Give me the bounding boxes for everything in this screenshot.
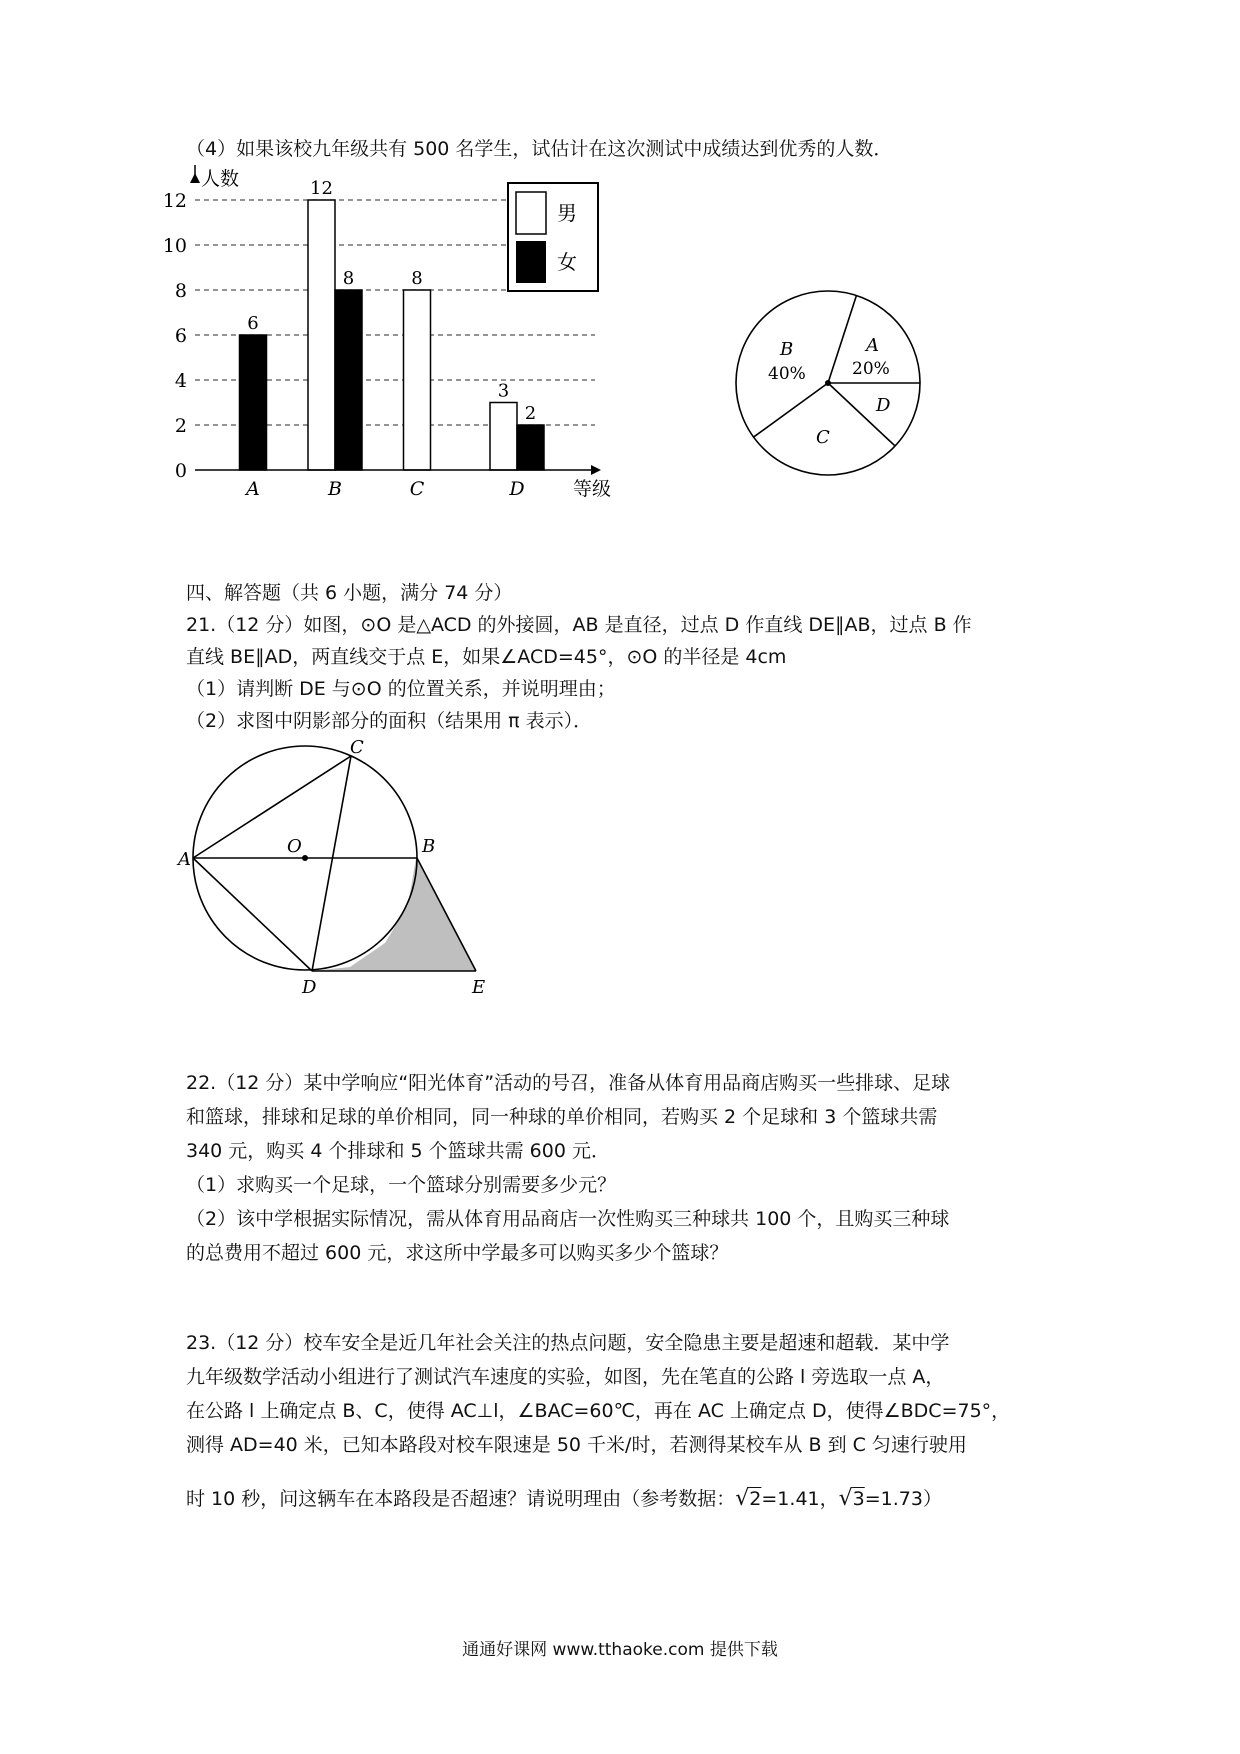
pie-center (825, 380, 831, 386)
y-axis-arrow (190, 173, 200, 183)
y-tick-label: 6 (174, 325, 187, 347)
segment-ad (193, 858, 312, 971)
bar-b-male (308, 200, 335, 470)
legend-label-male: 男 (557, 201, 577, 225)
label-e: E (472, 977, 486, 998)
y-tick-label: 8 (174, 280, 187, 302)
q22-line3: 340 元，购买 4 个排球和 5 个篮球共需 600 元． (186, 1140, 610, 1162)
q23-line4: 测得 AD=40 米，已知本路段对校车限速是 50 千米/时，若测得某校车从 B 到 C 匀速行驶用 (186, 1434, 967, 1456)
footer-credit: 通通好课网 www.tthaoke.com 提供下载 (462, 1640, 778, 1660)
y-tick-label: 0 (174, 460, 187, 482)
q21-figure (178, 737, 500, 998)
legend-swatch-female (516, 241, 546, 283)
q23-line2: 九年级数学活动小组进行了测试汽车速度的实验，如图，先在笔直的公路 l 旁选取一点 A， (186, 1366, 945, 1388)
segment-ac (193, 756, 351, 858)
q22-line2: 和篮球，排球和足球的单价相同，同一种球的单价相同，若购买 2 个足球和 3 个篮球共需 (186, 1106, 938, 1128)
bar-d-male (490, 403, 517, 471)
x-tick-label: C (409, 478, 425, 500)
y-tick-label: 12 (162, 190, 187, 212)
bar-c-male (404, 290, 431, 470)
q21-line1: 21.（12 分）如图，⊙O 是△ACD 的外接圆，AB 是直径，过点 D 作直线 DE∥AB，过点 B 作 (186, 614, 972, 636)
pie-chart (728, 283, 928, 483)
bar-a-female (240, 335, 267, 470)
shaded-region (312, 858, 476, 971)
x-axis-label: 等级 (573, 478, 612, 500)
bar-b-female (335, 290, 362, 470)
ref-value-1: =1.41， (761, 1488, 839, 1510)
q23-line5-text: 时 10 秒，问这辆车在本路段是否超速？请说明理由（参考数据： (186, 1488, 736, 1510)
pie-percent-b: 40% (768, 364, 806, 384)
label-b: B (422, 836, 436, 857)
x-tick-label: D (509, 478, 525, 500)
bar-d-female (517, 425, 544, 470)
ref-value-2: =1.73） (864, 1488, 942, 1510)
label-c: C (350, 737, 364, 758)
q20-part4: （4）如果该校九年级共有 500 名学生，试估计在这次测试中成绩达到优秀的人数． (186, 138, 893, 160)
data-label: 3 (497, 380, 510, 402)
pie-label-d: D (876, 395, 891, 416)
q22-part2: （2）该中学根据实际情况，需从体育用品商店一次性购买三种球共 100 个，且购买三种球 (186, 1208, 950, 1230)
bar-chart (162, 165, 625, 505)
data-label: 8 (342, 268, 355, 289)
segment-cd (312, 756, 351, 971)
label-d: D (302, 977, 317, 998)
x-axis-arrow (591, 465, 601, 475)
y-tick-label: 4 (174, 370, 187, 392)
data-label: 6 (247, 313, 259, 334)
sqrt-sign-1: √ (735, 1486, 750, 1511)
y-axis-label: 人数 (201, 168, 240, 190)
sqrt-radicand-3: 3 (852, 1488, 865, 1510)
q21-part1: （1）请判断 DE 与⊙O 的位置关系，并说明理由； (186, 678, 616, 700)
legend-label-female: 女 (557, 250, 577, 274)
q21-part2: （2）求图中阴影部分的面积（结果用 π 表示）． (186, 710, 593, 732)
pie-label-c: C (816, 427, 830, 448)
q21-line2: 直线 BE∥AD，两直线交于点 E，如果∠ACD=45°，⊙O 的半径是 4cm (186, 646, 787, 668)
q22-part2-line2: 的总费用不超过 600 元，求这所中学最多可以购买多少个篮球？ (186, 1242, 729, 1264)
q23-line3: 在公路 l 上确定点 B、C，使得 AC⊥l，∠BAC=60℃，再在 AC 上确定点 D，使得∠BDC=75°， (186, 1400, 1011, 1422)
q23-line1: 23.（12 分）校车安全是近几年社会关注的热点问题，安全隐患主要是超速和超载．某中学 (186, 1332, 950, 1354)
data-label: 2 (524, 403, 537, 424)
sqrt-radicand-2: 2 (749, 1488, 762, 1510)
y-tick-label: 10 (162, 235, 187, 257)
pie-label-a: A (866, 335, 879, 356)
y-tick-label: 2 (174, 415, 187, 437)
pie-percent-a: 20% (852, 359, 890, 379)
x-tick-label: B (328, 478, 342, 500)
sqrt-sign-2: √ (838, 1486, 853, 1511)
data-label: 8 (411, 268, 423, 289)
center-point (302, 855, 308, 861)
q22-line1: 22.（12 分）某中学响应“阳光体育”活动的号召，准备从体育用品商店购买一些排球、足球 (186, 1072, 951, 1094)
label-a: A (178, 849, 191, 870)
x-tick-label: A (246, 478, 260, 500)
q22-part1: （1）求购买一个足球，一个篮球分别需要多少元？ (186, 1174, 617, 1196)
pie-label-b: B (780, 339, 794, 360)
section4-title: 四、解答题（共 6 小题，满分 74 分） (186, 582, 513, 604)
label-o: O (287, 836, 302, 857)
legend-swatch-male (516, 192, 546, 234)
q23-line5 (186, 1486, 942, 1512)
data-label: 12 (310, 178, 333, 199)
